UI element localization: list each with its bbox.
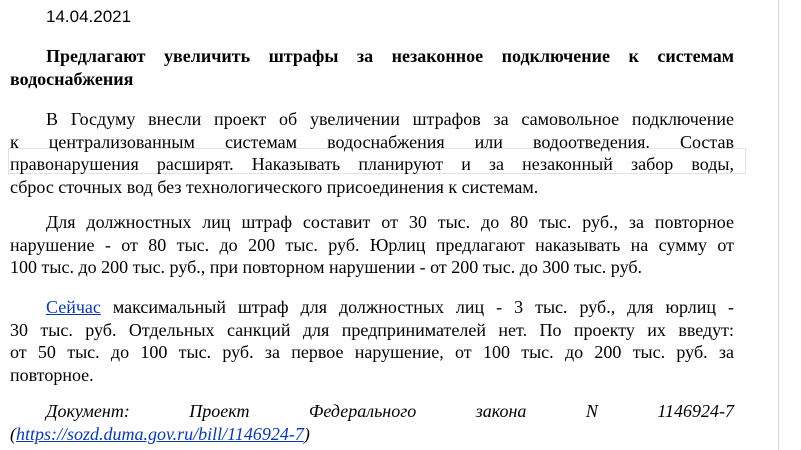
- paragraph-1-line-4: сброс сточных вод без технологического присоединения к системам.: [10, 176, 539, 197]
- paragraph-3-line-1: [10, 296, 734, 319]
- source-line-1: Документ: Проект Федерального закона N 1146924-7: [46, 401, 734, 421]
- title-line-2: водоснабжения: [10, 68, 134, 89]
- paragraph-2: [10, 211, 734, 279]
- paragraph-1-line-2: к централизованным системам водоснабжения или водоотведения. Состав: [10, 131, 734, 152]
- page-edge-divider: [778, 0, 779, 450]
- close-paren: ): [303, 423, 310, 444]
- source-url-link[interactable]: https://sozd.duma.gov.ru/bill/1146924-7: [16, 423, 304, 444]
- title-line-1: Предлагают увеличить штрафы за незаконное подключение к системам: [46, 46, 734, 66]
- now-link[interactable]: Сейчас: [46, 297, 101, 317]
- paragraph-3-line-4: повторное.: [10, 364, 94, 385]
- source-reference: [10, 400, 734, 445]
- source-line-2: [10, 423, 734, 446]
- paragraph-1-line-1: В Госдуму внесли проект об увеличении штрафов за самовольное подключение: [46, 109, 734, 129]
- paragraph-1: [10, 108, 734, 198]
- document-date: 14.04.2021: [46, 7, 132, 26]
- paragraph-3-line-2: 30 тыс. руб. Отдельных санкций для предпринимателей нет. По проекту их введут:: [10, 319, 734, 340]
- paragraph-2-line-2: нарушение - от 80 тыс. до 200 тыс. руб. Юрлиц предлагают наказывать на сумму от: [10, 234, 734, 255]
- paragraph-1-line-3: правонарушения расширят. Наказывать планируют и за незаконный забор воды,: [10, 154, 734, 174]
- paragraph-2-line-1: Для должностных лиц штраф составит от 30 тыс. до 80 тыс. руб., за повторное: [46, 212, 734, 232]
- paragraph-3: [10, 296, 734, 386]
- document-title: [10, 45, 734, 90]
- paragraph-2-line-3: 100 тыс. до 200 тыс. руб., при повторном нарушении - от 200 тыс. до 300 тыс. руб.: [10, 257, 642, 277]
- open-paren: (: [10, 423, 16, 444]
- paragraph-3-line-1-rest: максимальный штраф для должностных лиц - 3 тыс. руб., для юрлиц -: [100, 297, 734, 317]
- paragraph-3-line-3: от 50 тыс. до 100 тыс. руб. за первое нарушение, от 100 тыс. до 200 тыс. руб. за: [10, 342, 734, 362]
